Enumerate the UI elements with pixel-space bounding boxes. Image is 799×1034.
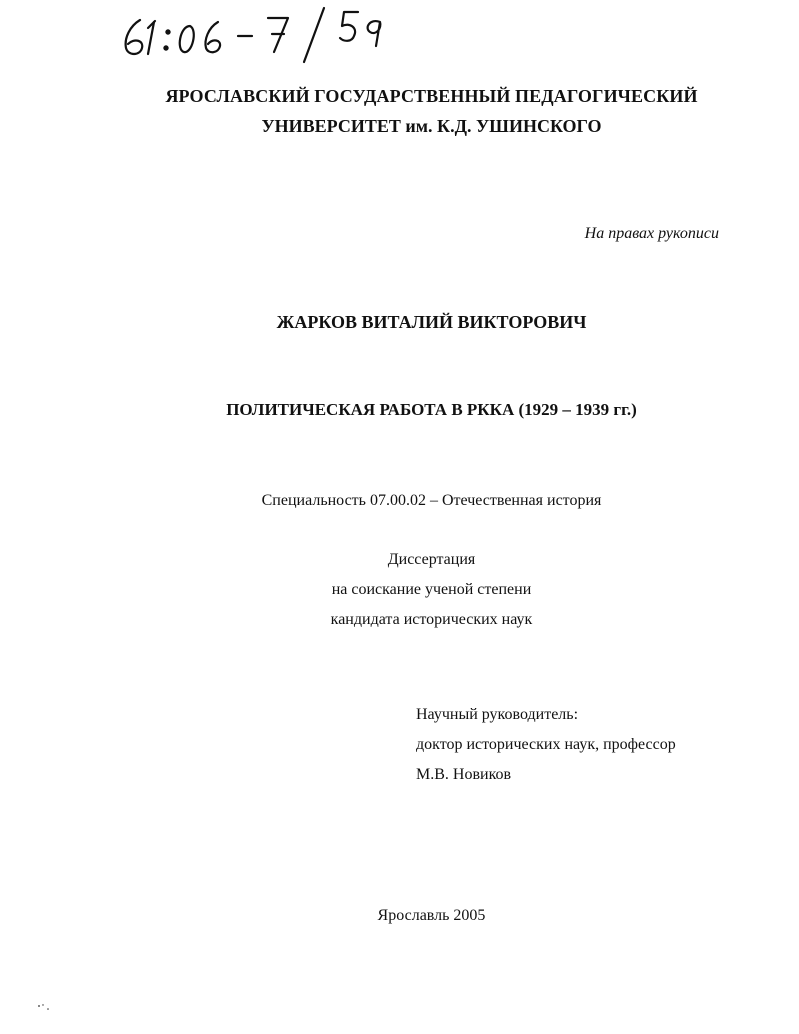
degree-name: кандидата исторических наук	[330, 611, 533, 628]
supervisor-label: Научный руководитель:	[416, 706, 579, 723]
city-year: Ярославль 2005	[377, 907, 486, 924]
university-name-line-1: ЯРОСЛАВСКИЙ ГОСУДАРСТВЕННЫЙ ПЕДАГОГИЧЕСКИЙ	[165, 86, 698, 106]
supervisor-block	[416, 700, 676, 790]
scan-specks	[36, 1000, 56, 1010]
university-name-line-2: УНИВЕРСИТЕТ им. К.Д. УШИНСКОГО	[261, 116, 602, 136]
scan-specks-drawing	[36, 1003, 56, 1013]
supervisor-degree: доктор исторических наук, профессор	[416, 736, 676, 753]
dissertation-title: ПОЛИТИЧЕСКАЯ РАБОТА В РККА (1929 – 1939 гг.)	[226, 400, 637, 419]
handwritten-archive-code	[118, 6, 418, 64]
manuscript-rights-note: На правах рукописи	[584, 225, 719, 242]
dissertation-label: Диссертация	[387, 551, 476, 568]
specialty: Специальность 07.00.02 – Отечественная история	[261, 492, 602, 509]
supervisor-name: М.В. Новиков	[416, 766, 512, 783]
handwritten-code-drawing	[118, 6, 418, 64]
author-name: ЖАРКОВ ВИТАЛИЙ ВИКТОРОВИЧ	[276, 312, 587, 332]
degree-purpose: на соискание ученой степени	[331, 581, 532, 598]
